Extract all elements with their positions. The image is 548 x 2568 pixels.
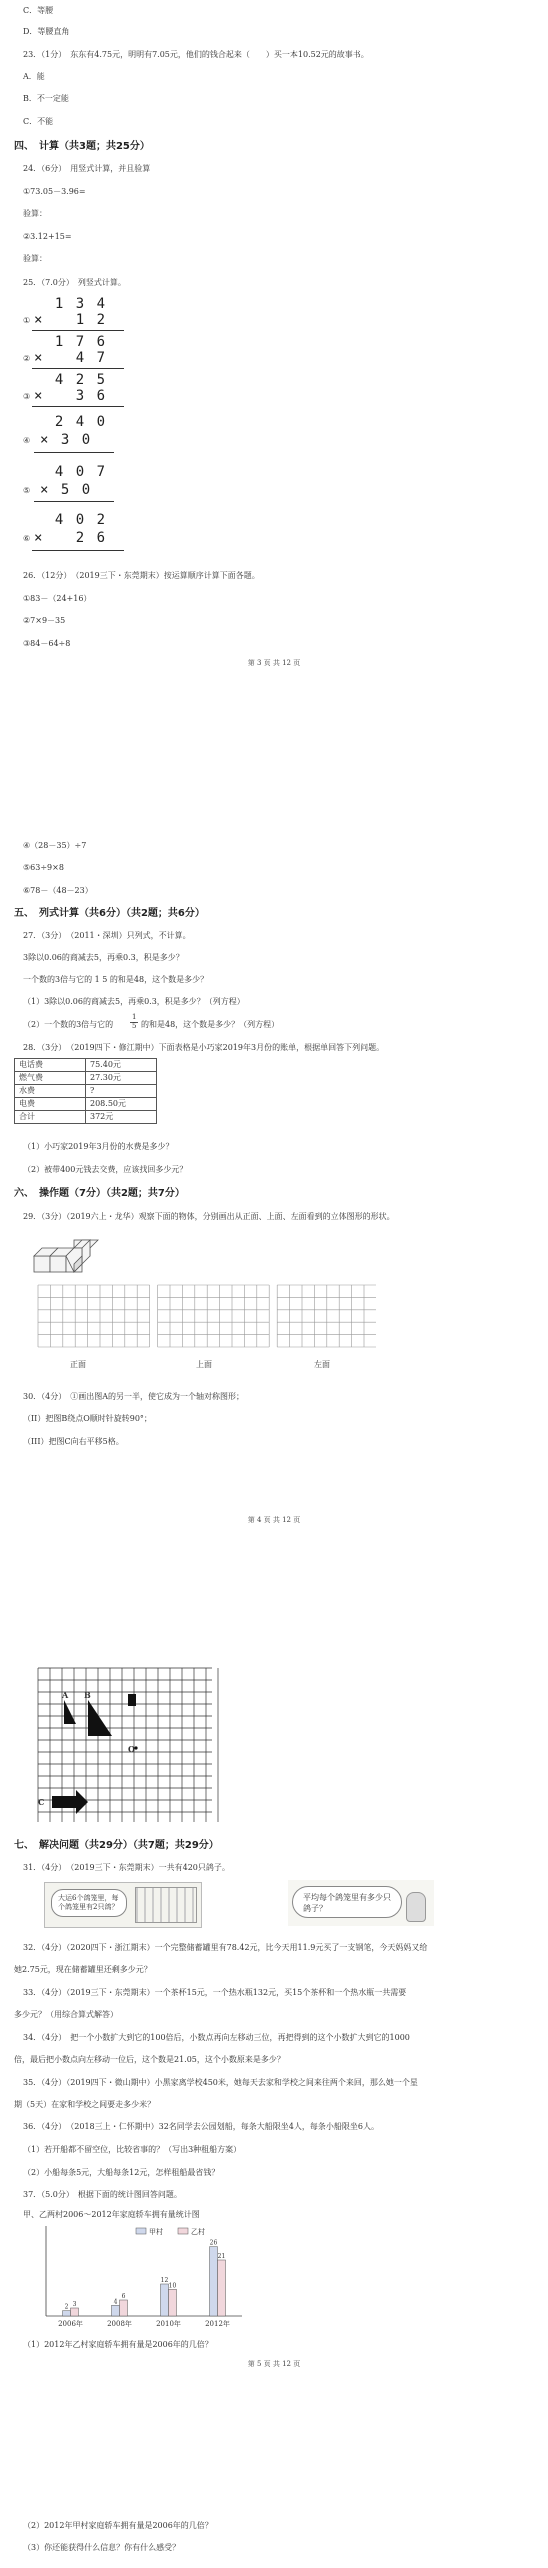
x-tick-label: 2006年	[58, 2320, 83, 2328]
label-front-view: 正面	[70, 1360, 86, 1369]
q27-line2: 一个数的3倍与它的 1 5 的和是48，这个数是多少？	[23, 975, 209, 984]
q25-2-rule	[32, 368, 124, 369]
data-label: 26	[209, 2239, 218, 2247]
table-row	[15, 1098, 157, 1111]
label-top-view: 上面	[196, 1360, 212, 1369]
table-cell: 208.50元	[86, 1098, 157, 1111]
q25-3-marker: ③	[23, 392, 31, 401]
q23-option-a: A．能	[23, 72, 45, 81]
page-footer-5: 第 5 页 共 12 页	[247, 2360, 301, 2368]
q25-5-bottom: × 5 0	[40, 482, 93, 498]
three-view-grid[interactable]	[36, 1283, 376, 1353]
table-row	[15, 1059, 157, 1072]
table-cell: 372元	[86, 1111, 157, 1124]
q27-line3b-pre: （2）一个数的3倍与它的	[23, 1020, 114, 1029]
q27-stem: 27．（3分） （2011・深圳）只列式，不计算。	[23, 931, 191, 940]
q25-6-top: 4 0 2	[34, 512, 108, 528]
data-label: 21	[217, 2253, 226, 2260]
q37-sub2: （2）2012年甲村家庭轿车拥有量是2006年的几倍？	[23, 2521, 213, 2530]
q25-2-top: 1 7 6	[34, 334, 108, 350]
option-c: C．等腰	[23, 6, 54, 15]
q24-check2: 验算：	[23, 254, 47, 263]
q26-part4: ④（28－35）÷7	[23, 841, 87, 850]
x-tick-label: 2012年	[205, 2320, 230, 2328]
q25-4-bottom: × 3 0	[40, 432, 93, 448]
q28-stem: 28．（3分） （2019四下・修江期中）下面表格是小巧家2019年3月份的账单，根据单回答下列问题。	[23, 1043, 385, 1052]
q31-stem: 31．（4分） （2019三下・东莞期末）一共有420只鸽子。	[23, 1863, 230, 1872]
q24-stem: 24．（6分） 用竖式计算，并且验算	[23, 164, 151, 173]
x-tick-label: 2008年	[107, 2320, 132, 2328]
q25-6-bottom: × 2 6	[34, 530, 108, 546]
q37-sub3: （3）你还能获得什么信息？你有什么感受？	[23, 2543, 181, 2552]
q23-option-b: B．不一定能	[23, 94, 69, 103]
q29-stem: 29．（3分）（2019六上・龙华）观察下面的物体，分别画出从正面、上面、左面看到的立体图形的形状。	[23, 1212, 395, 1221]
data-label: 3	[72, 2301, 77, 2308]
table-cell: 75.40元	[86, 1059, 157, 1072]
q34-line2: 倍，最后把小数点向左移动一位后，这个数是21.05，这个小数原来是多少？	[14, 2055, 285, 2064]
q25-4-top: 2 4 0	[34, 414, 108, 430]
q23-stem: 23．（1分） 东东有4.75元，明明有7.05元，他们的钱合起来（ ）买一本10.52元的故事书。	[23, 50, 369, 59]
figure-b	[88, 1700, 112, 1736]
bar-a-0	[63, 2311, 71, 2316]
section-4-title: 四、 计算（共3题；共25分）	[14, 141, 150, 152]
q24-check1: 验算：	[23, 209, 47, 218]
data-label: 10	[168, 2282, 177, 2290]
q27-line3b-post: 的和是48，这个数是多少？（列方程）	[141, 1020, 280, 1029]
data-label: 12	[160, 2277, 169, 2284]
pigeon-question-image	[288, 1880, 434, 1926]
q25-1-marker: ①	[23, 316, 31, 325]
q33-line1: 33．（4分）（2019三下・东莞期末）一个茶杯15元，一个热水瓶132元，买15个茶杯和一个热水瓶一共需要	[23, 1988, 407, 1997]
legend-label-b: 乙村	[191, 2228, 205, 2236]
pigeon-cage-image	[44, 1882, 202, 1928]
legend-label-a: 甲村	[149, 2228, 163, 2236]
q25-5-rule	[34, 501, 114, 502]
bar-b-2	[169, 2289, 177, 2316]
figure-b-flag	[128, 1694, 136, 1706]
q32-line2: 她2.75元，现在储蓄罐里还剩多少元？	[14, 1965, 152, 1974]
q35-line1: 35．（4分）（2019四下・微山期中）小黑家离学校450米，她每天去家和学校之间来往两个来回，那么她一个星	[23, 2078, 418, 2087]
table-row	[15, 1072, 157, 1085]
q37-sub1: （1）2012年乙村家庭轿车拥有量是2006年的几倍？	[23, 2340, 213, 2349]
cubes-figure	[32, 1236, 118, 1278]
q25-1-rule	[32, 330, 124, 331]
page-footer-4: 第 4 页 共 12 页	[247, 1516, 301, 1524]
q27-line1: 3除以0.06的商减去5，再乘0.3，积是多少？	[23, 953, 184, 962]
q24-part1: ①73.05－3.96=	[23, 187, 86, 196]
q34-line1: 34．（4分） 把一个小数扩大到它的100倍后，小数点再向左移动三位，再把得到的这个小数扩大到它的1000	[23, 2033, 410, 2042]
q25-6-marker: ⑥	[23, 534, 31, 543]
q28-sub2: （2）被带400元钱去交费，应该找回多少元？	[23, 1165, 188, 1174]
q27-frac-den: 5	[132, 1022, 137, 1030]
table-cell: 燃气费	[15, 1072, 86, 1085]
q32-line1: 32．（4分）（2020四下・浙江期末）一个完整储蓄罐里有78.42元，比今天用11.9元买了一支钢笔，今天妈妈又给	[23, 1943, 428, 1952]
legend-swatch-b	[178, 2228, 188, 2234]
table-cell: 电话费	[15, 1059, 86, 1072]
grid-label-o: O	[128, 1744, 135, 1754]
bar-b-3	[218, 2260, 226, 2316]
q25-1-top: 1 3 4	[34, 296, 108, 312]
grid-label-c: C	[38, 1797, 45, 1807]
q25-4-rule	[34, 452, 114, 453]
cage-icon	[135, 1887, 197, 1923]
q30-stem: 30．（4分） ①画出图A的另一半，使它成为一个轴对称图形；	[23, 1392, 245, 1401]
child-figure-icon	[406, 1892, 426, 1922]
q37-stem: 37．（5.0分） 根据下面的统计图回答问题。	[23, 2190, 182, 2199]
table-cell: ?	[86, 1085, 157, 1098]
table-cell: 电费	[15, 1098, 86, 1111]
bar-a-3	[210, 2247, 218, 2316]
q26-stem: 26．（12分） （2019三下・东莞期末）按运算顺序计算下面各题。	[23, 571, 260, 580]
q27-line3a: （1）3除以0.06的商减去5，再乘0.3，积是多少？（列方程）	[23, 997, 245, 1006]
q30-part2: （II）把图B绕点O顺时针旋转90°；	[23, 1414, 152, 1423]
q25-4-marker: ④	[23, 436, 31, 445]
q25-2-bottom: × 4 7	[34, 350, 108, 366]
section-7-title: 七、 解决问题（共29分）（共7题；共29分）	[14, 1840, 219, 1851]
q25-5-top: 4 0 7	[34, 464, 108, 480]
label-left-view: 左面	[314, 1360, 330, 1369]
option-d: D．等腰直角	[23, 27, 70, 36]
grid-label-a: A	[62, 1690, 69, 1700]
q26-part5: ⑤63÷9×8	[23, 863, 64, 872]
bar-a-2	[161, 2284, 169, 2316]
q26-part3: ③84－64÷8	[23, 639, 71, 648]
q26-part6: ⑥78－（48－23）	[23, 886, 93, 895]
q35-line2: 期（5天）在家和学校之间要走多少米？	[14, 2100, 156, 2109]
q25-stem: 25．（7.0分） 列竖式计算。	[23, 278, 126, 287]
table-cell: 水费	[15, 1085, 86, 1098]
section-6-title: 六、 操作题（7分）（共2题；共7分）	[14, 1188, 185, 1199]
bar-a-1	[112, 2305, 120, 2316]
q25-1-bottom: × 1 2	[34, 312, 108, 328]
table-cell: 合计	[15, 1111, 86, 1124]
page-footer-3: 第 3 页 共 12 页	[247, 659, 301, 667]
section-5-title: 五、 列式计算（共6分）（共2题；共6分）	[14, 908, 205, 919]
bill-table	[14, 1058, 157, 1124]
q33-line2: 多少元？（用综合算式解答）	[14, 2010, 118, 2019]
speech-bubble-1: 大运6个鸽笼里，每个鸽笼里有2只鸽？	[51, 1889, 127, 1917]
q24-part2: ②3.12+15=	[23, 232, 72, 241]
legend-swatch-a	[136, 2228, 146, 2234]
q30-part3: （III）把图C向右平移5格。	[23, 1437, 124, 1446]
x-tick-label: 2010年	[156, 2320, 181, 2328]
chart-title: 甲、乙两村2006～2012年家庭轿车拥有量统计图	[23, 2210, 200, 2219]
data-label: 4	[113, 2298, 118, 2306]
table-row	[15, 1085, 157, 1098]
q27-frac-num: 1	[132, 1013, 137, 1021]
speech-bubble-2: 平均每个鸽笼里有多少只鸽子？	[292, 1886, 402, 1918]
bar-b-0	[71, 2308, 79, 2316]
q28-sub1: （1）小巧家2019年3月份的水费是多少？	[23, 1142, 174, 1151]
bar-b-1	[120, 2300, 128, 2316]
data-label: 6	[121, 2293, 126, 2300]
q36-sub1: （1）若开船都不留空位，比较省事的？（写出3种租船方案）	[23, 2145, 242, 2154]
q26-part1: ①83－（24+16）	[23, 594, 92, 603]
q25-2-marker: ②	[23, 354, 31, 363]
grid-label-b: B	[84, 1690, 91, 1700]
car-ownership-chart	[28, 2222, 248, 2332]
table-cell: 27.30元	[86, 1072, 157, 1085]
data-label: 2	[64, 2303, 69, 2311]
q25-6-rule	[32, 550, 124, 551]
q25-5-marker: ⑤	[23, 486, 31, 495]
table-row	[15, 1111, 157, 1124]
q36-sub2: （2）小船每条5元，大船每条12元，怎样租船最省钱？	[23, 2168, 220, 2177]
q26-part2: ②7×9－35	[23, 616, 66, 625]
q25-3-top: 4 2 5	[34, 372, 108, 388]
q36-stem: 36．（4分） （2018三上・仁怀期中）32名同学去公园划船，每条大船限坐4人，每条小船限坐6人。	[23, 2122, 379, 2131]
figure-c-arrow	[52, 1790, 88, 1814]
q25-3-bottom: × 3 6	[34, 388, 108, 404]
q25-3-rule	[32, 406, 124, 407]
q23-option-c: C．不能	[23, 117, 54, 126]
